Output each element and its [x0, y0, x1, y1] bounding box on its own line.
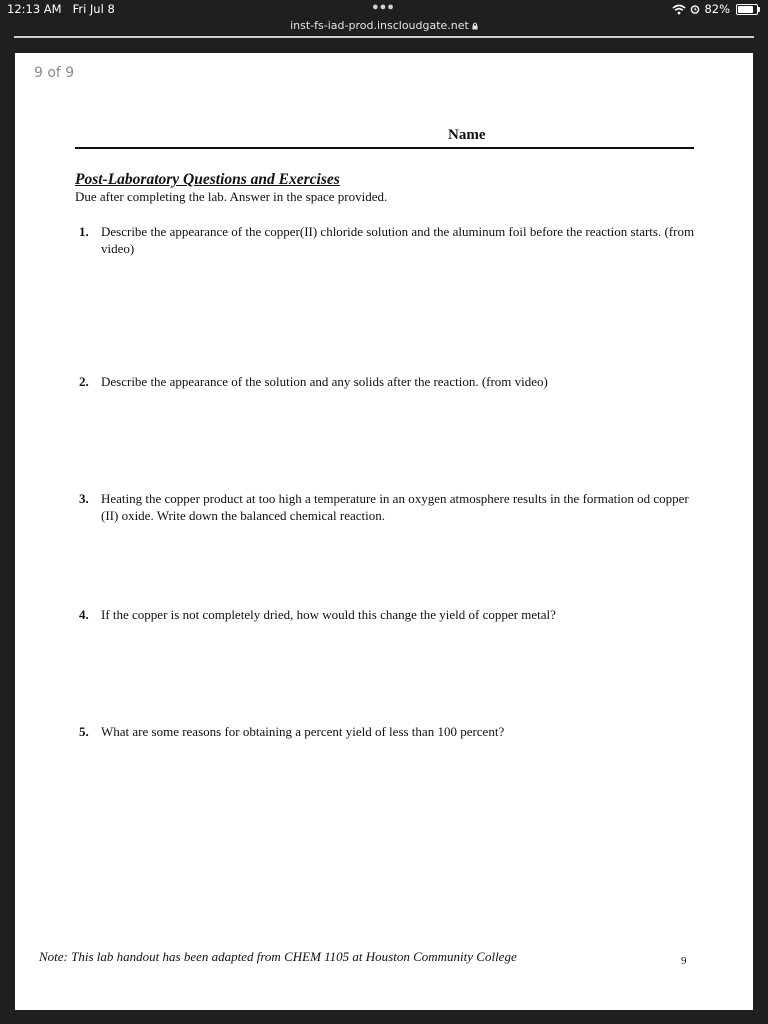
footer-note: Note: This lab handout has been adapted from CHEM 1105 at Houston Community College: [39, 949, 517, 964]
question-text: Describe the appearance of the copper(II) chloride solution and the aluminum foil before the reaction starts. (from video): [101, 224, 695, 256]
status-time: [7, 2, 115, 16]
address-divider: [14, 36, 754, 38]
lock-icon: [472, 22, 478, 30]
more-dots-icon[interactable]: ●●●: [372, 1, 395, 13]
status-date: Fri Jul 8: [72, 2, 115, 16]
battery-icon: [736, 4, 758, 15]
page-counter: 9 of 9: [34, 65, 75, 81]
section-subtitle: Due after completing the lab. Answer in the space provided.: [75, 189, 388, 204]
address-text: inst-fs-iad-prod.inscloudgate.net: [290, 19, 469, 32]
question-text: What are some reasons for obtaining a percent yield of less than 100 percent?: [101, 724, 505, 739]
question-text: Heating the copper product at too high a temperature in an oxygen atmosphere results in the formation od copper (II) oxide. Write down the balanced chemical reaction.: [101, 491, 689, 523]
question-5: [79, 723, 699, 740]
address-bar[interactable]: [0, 19, 768, 32]
section-title: Post-Laboratory Questions and Exercises: [75, 171, 340, 188]
question-number: 3.: [79, 491, 89, 506]
wifi-icon: [672, 4, 686, 15]
alarm-icon: [690, 4, 700, 14]
status-indicators: [672, 2, 758, 16]
question-number: 1.: [79, 224, 89, 239]
battery-fill: [738, 6, 753, 13]
question-number: 5.: [79, 724, 89, 739]
question-number: 4.: [79, 607, 89, 622]
question-text: Describe the appearance of the solution and any solids after the reaction. (from video): [101, 374, 548, 389]
status-clock: 12:13 AM: [7, 2, 62, 16]
question-2: [79, 373, 699, 390]
name-label: Name: [448, 127, 486, 143]
document-page[interactable]: [15, 53, 753, 1010]
question-4: [79, 606, 699, 623]
question-text: If the copper is not completely dried, how would this change the yield of copper metal?: [101, 607, 556, 622]
status-bar: [0, 0, 768, 36]
page-number: 9: [681, 955, 687, 967]
question-3: [79, 490, 699, 524]
name-line: [75, 147, 694, 149]
battery-percent: 82%: [704, 2, 730, 16]
question-1: [79, 223, 699, 257]
question-number: 2.: [79, 374, 89, 389]
